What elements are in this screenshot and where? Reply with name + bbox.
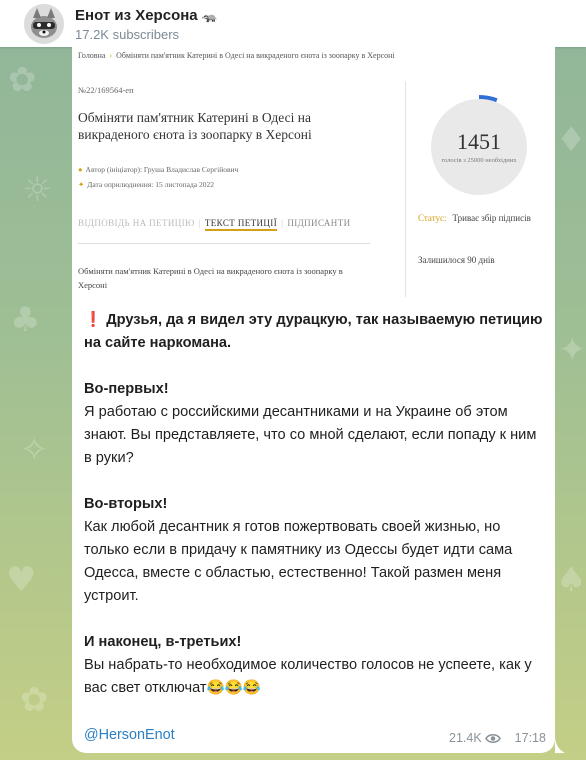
point-3-heading: И наконец, в-третьих! (84, 634, 242, 650)
petition-date (78, 180, 214, 189)
petition-author (78, 165, 238, 174)
message-point-1 (84, 378, 548, 470)
background-doodle: ♥ (6, 560, 37, 600)
petition-status (418, 212, 538, 225)
message-bubble (72, 47, 555, 753)
votes-counter (431, 99, 527, 195)
status-label: Статус: (418, 213, 447, 223)
breadcrumb-separator-icon: › (109, 51, 113, 60)
message-text (84, 309, 548, 723)
tab-answer: ВІДПОВІДЬ НА ПЕТИЦІЮ (78, 218, 195, 228)
exclamation-icon: ❗ (84, 312, 103, 328)
background-doodle: ✿ (8, 60, 37, 100)
petition-body-text: Обміняти пам'ятник Катерині в Одесі на викраденого єнота із зоопарку в Херсоні (78, 266, 343, 290)
column-divider (405, 81, 406, 297)
background-doodle: ✿ (20, 680, 49, 720)
author-icon: ● (78, 165, 83, 174)
channel-title-emoji: 🦡 (201, 8, 218, 23)
background-doodle: ♣ (10, 300, 41, 340)
eye-icon (485, 733, 501, 744)
background-doodle: ✦ (558, 330, 586, 370)
tab-signers: ПІДПИСАНТИ (287, 218, 351, 228)
petition-author-text: Автор (ініціатор): Груша Владислав Сергійович (85, 165, 239, 174)
point-3-text: Вы набрать-то необходимое количество голосов не успеете, как у вас свет отключат (84, 657, 532, 696)
message-time: 17:18 (514, 731, 546, 745)
tab-text: ТЕКСТ ПЕТИЦІЇ (205, 218, 277, 231)
message-point-2 (84, 493, 548, 608)
breadcrumb-home: Головна (78, 51, 106, 60)
point-2-heading: Во-вторых! (84, 496, 168, 512)
laughing-emoji-icon: 😂😂😂 (206, 680, 262, 696)
background-doodle: ☼ (22, 170, 53, 210)
petition-title: Обміняти пам'ятник Катерині в Одесі на викраденого єнота із зоопарку в Херсоні (78, 110, 312, 142)
votes-count: 1451 (457, 129, 501, 154)
message-meta (449, 731, 546, 745)
raccoon-avatar-icon (24, 4, 64, 44)
background-doodle: ♦ (556, 120, 586, 160)
view-count: 21.4K (449, 731, 482, 745)
tab-divider: | (281, 218, 284, 228)
point-1-heading: Во-первых! (84, 381, 169, 397)
point-1-text: Я работаю с российскими десантниками и на Украине об этом знают. Вы представляете, что со мной сделают, если попаду к ним в руки? (84, 404, 537, 466)
channel-header[interactable] (0, 0, 586, 47)
days-remaining: Залишилося 90 днів (418, 255, 495, 265)
message-intro-text: Друзья, да я видел эту дурацкую, так называемую петицию на сайте наркомана. (84, 312, 543, 351)
petition-date-text: Дата оприлюднення: 15 листопада 2022 (87, 180, 214, 189)
channel-title-text: Енот из Херсона (75, 7, 198, 24)
background-doodle: ♠ (556, 560, 586, 600)
channel-handle-link[interactable]: @HersonEnot (84, 727, 175, 743)
tab-divider: | (198, 218, 201, 228)
channel-title[interactable] (75, 7, 218, 24)
status-value: Триває збір підписів (452, 213, 531, 223)
tabs-divider (78, 243, 370, 244)
bubble-tail (555, 738, 565, 753)
subscriber-count: 17.2K subscribers (75, 27, 180, 42)
channel-avatar[interactable] (24, 4, 64, 44)
point-2-text: Как любой десантник я готов пожертвовать своей жизнью, но только если в придачу к памятнику из Одессы будет идти сама Одесса, вместе с областью, естественно! Такой размен меня устроит. (84, 519, 513, 604)
breadcrumb-current: Обміняти пам'ятник Катерині в Одесі на викраденого єнота із зоопарку в Херсоні (116, 51, 395, 60)
message-point-3 (84, 631, 548, 700)
petition-number: №22/169564-еп (78, 85, 134, 95)
votes-note: голосів з 25000 необхідних (441, 157, 517, 164)
message-intro (84, 309, 548, 355)
date-icon: ✦ (78, 180, 85, 189)
petition-tabs (78, 218, 351, 228)
background-doodle: ✧ (20, 430, 49, 470)
petition-screenshot[interactable] (72, 47, 555, 295)
breadcrumb (78, 51, 395, 60)
